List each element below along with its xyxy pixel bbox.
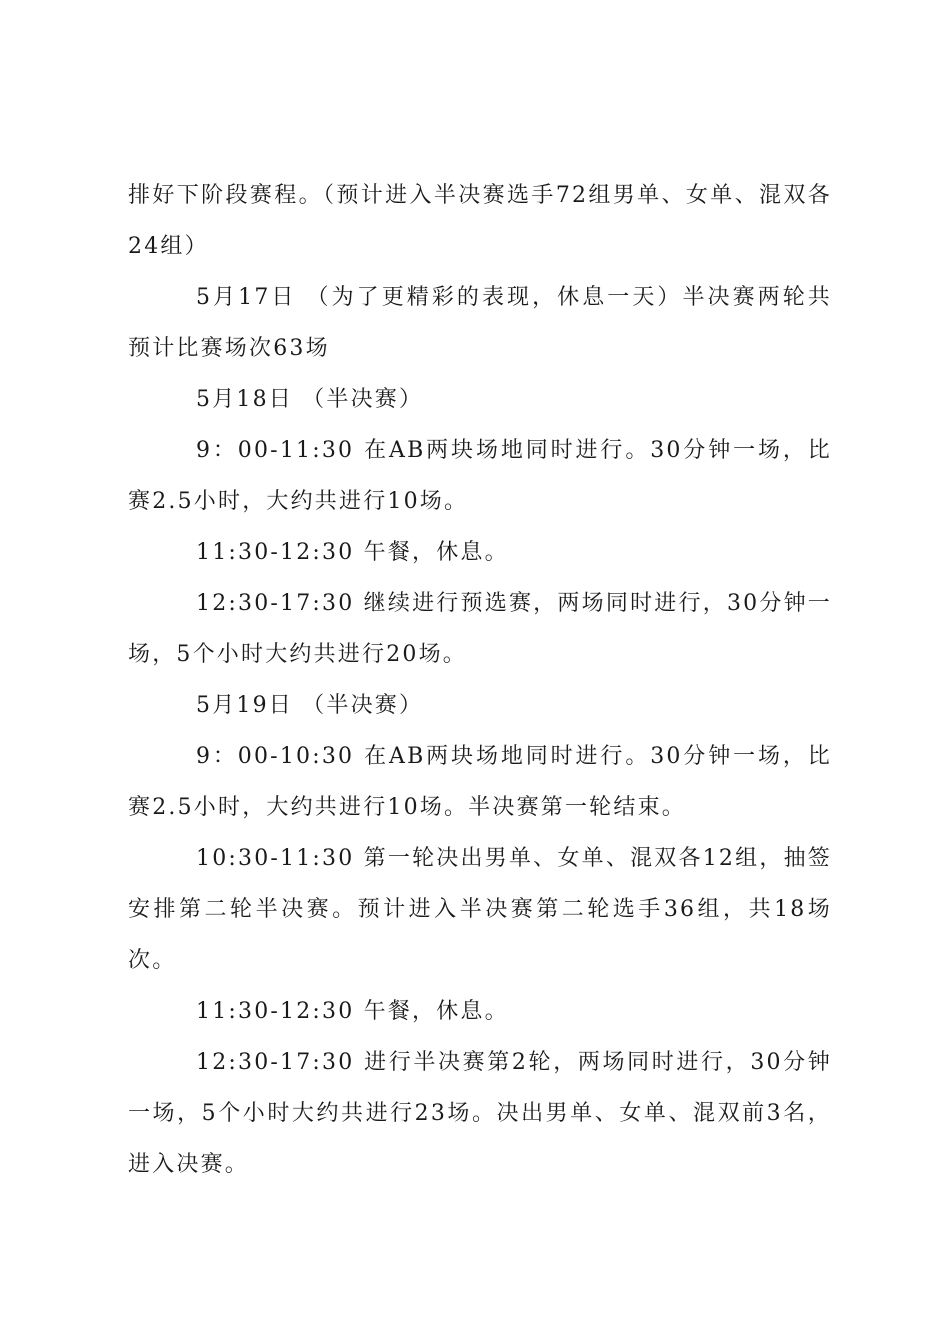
- paragraph-may-19-lunch: 11:30-12:30 午餐，休息。: [196, 999, 509, 1024]
- paragraph-schedule-continuation: 排好下阶段赛程。（预计进入半决赛选手72组男单、女单、混双各24组）: [128, 183, 832, 259]
- paragraph-may-19-heading: 5月19日 （半决赛）: [196, 693, 424, 718]
- paragraph-may-19-draw: 10:30-11:30 第一轮决出男单、女单、混双各12组，抽签安排第二轮半决赛。预计进入半决赛第二轮选手36组，共18场次。: [128, 846, 832, 973]
- paragraph-may-19-morning: 9：00-10:30 在AB两块场地同时进行。30分钟一场，比赛2.5小时，大约共进行10场。半决赛第一轮结束。: [128, 744, 832, 820]
- paragraph-may-18-afternoon: 12:30-17:30 继续进行预选赛，两场同时进行，30分钟一场，5个小时大约共进行20场。: [128, 591, 832, 667]
- paragraph-may-19-afternoon: 12:30-17:30 进行半决赛第2轮，两场同时进行，30分钟一场，5个小时大约共进行23场。决出男单、女单、混双前3名，进入决赛。: [128, 1050, 832, 1177]
- document-body: [128, 170, 832, 1190]
- paragraph-may-18-heading: 5月18日 （半决赛）: [196, 387, 424, 412]
- paragraph-may-18-lunch: 11:30-12:30 午餐，休息。: [196, 540, 509, 565]
- paragraph-may-18-morning: 9：00-11:30 在AB两块场地同时进行。30分钟一场，比赛2.5小时，大约共进行10场。: [128, 438, 832, 514]
- paragraph-may-17: 5月17日 （为了更精彩的表现，休息一天）半决赛两轮共预计比赛场次63场: [128, 285, 832, 361]
